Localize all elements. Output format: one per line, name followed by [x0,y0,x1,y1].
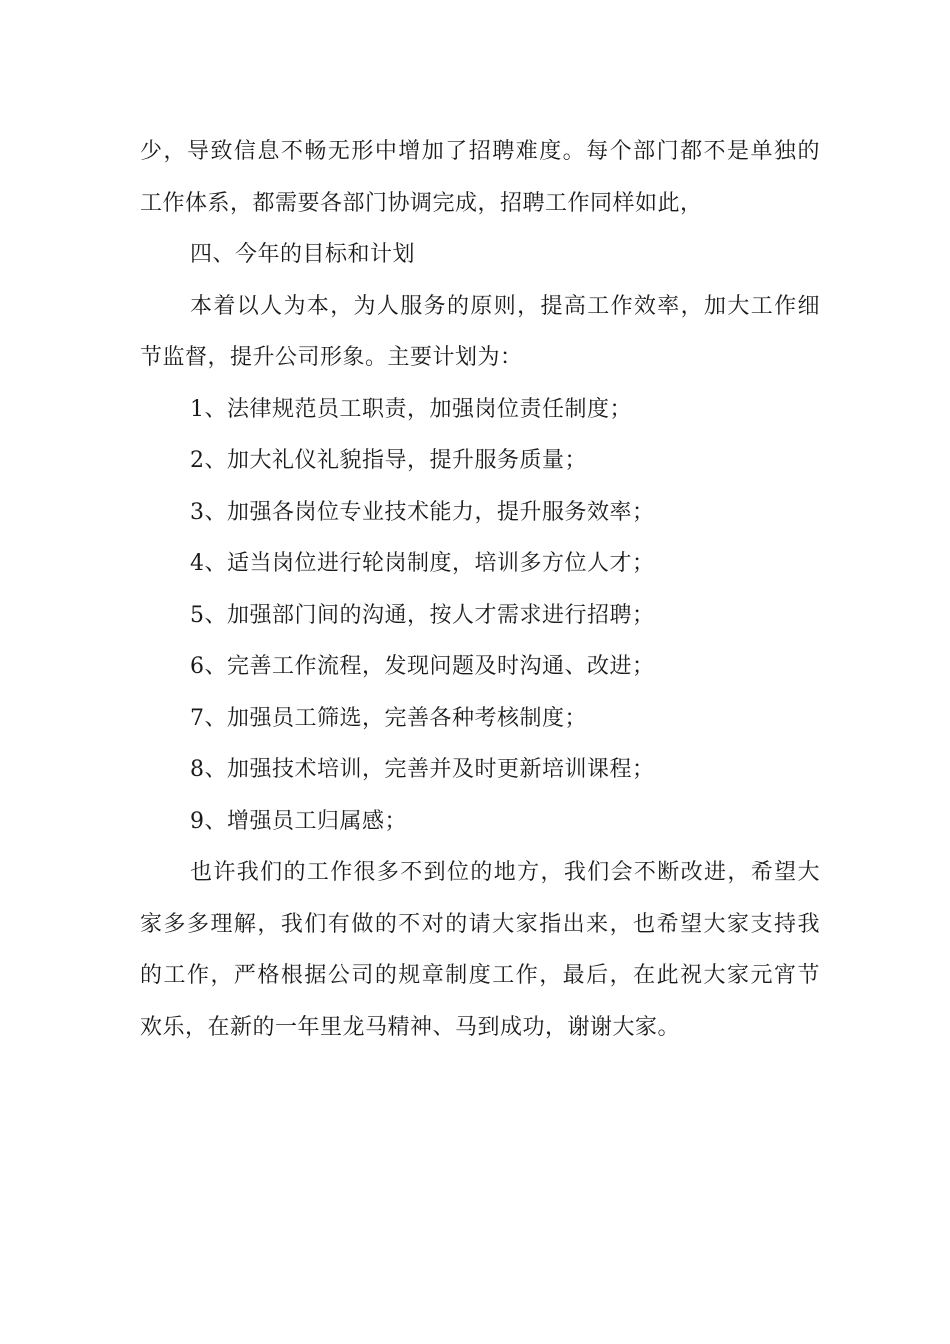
plan-list-item: 6、完善工作流程，发现问题及时沟通、改进； [190,654,655,679]
paragraph-line: 欢乐，在新的一年里龙马精神、马到成功，谢谢大家。 [140,1014,681,1040]
paragraph-line: 家多多理解，我们有做的不对的请大家指出来，也希望大家支持我 [140,911,820,937]
paragraph-line: 工作体系，都需要各部门协调完成，招聘工作同样如此， [140,190,703,216]
document-body [140,126,820,1053]
plan-list-item: 4、适当岗位进行轮岗制度，培训多方位人才； [190,551,655,576]
plan-list-item: 8、加强技术培训，完善并及时更新培训课程； [190,757,655,782]
plan-list-item: 7、加强员工筛选，完善各种考核制度； [190,705,587,731]
plan-list-item: 5、加强部门间的沟通，按人才需求进行招聘； [190,602,655,628]
paragraph-line: 节监督，提升公司形象。主要计划为： [140,345,523,370]
paragraph-line: 的工作，严格根据公司的规章制度工作，最后，在此祝大家元宵节 [140,963,820,988]
plan-list-item: 2、加大礼仪礼貌指导，提升服务质量； [190,448,587,473]
section-heading: 四、今年的目标和计划 [190,242,416,267]
plan-list-item: 1、法律规范员工职责，加强岗位责任制度； [190,396,632,422]
paragraph-line: 少，导致信息不畅无形中增加了招聘难度。每个部门都不是单独的 [140,139,820,164]
paragraph-line: 本着以人为本，为人服务的原则，提高工作效率，加大工作细 [190,293,820,319]
plan-list-item: 3、加强各岗位专业技术能力，提升服务效率； [190,499,655,525]
plan-list-item: 9、增强员工归属感； [190,808,407,834]
paragraph-line: 也许我们的工作很多不到位的地方，我们会不断改进，希望大 [190,860,820,885]
